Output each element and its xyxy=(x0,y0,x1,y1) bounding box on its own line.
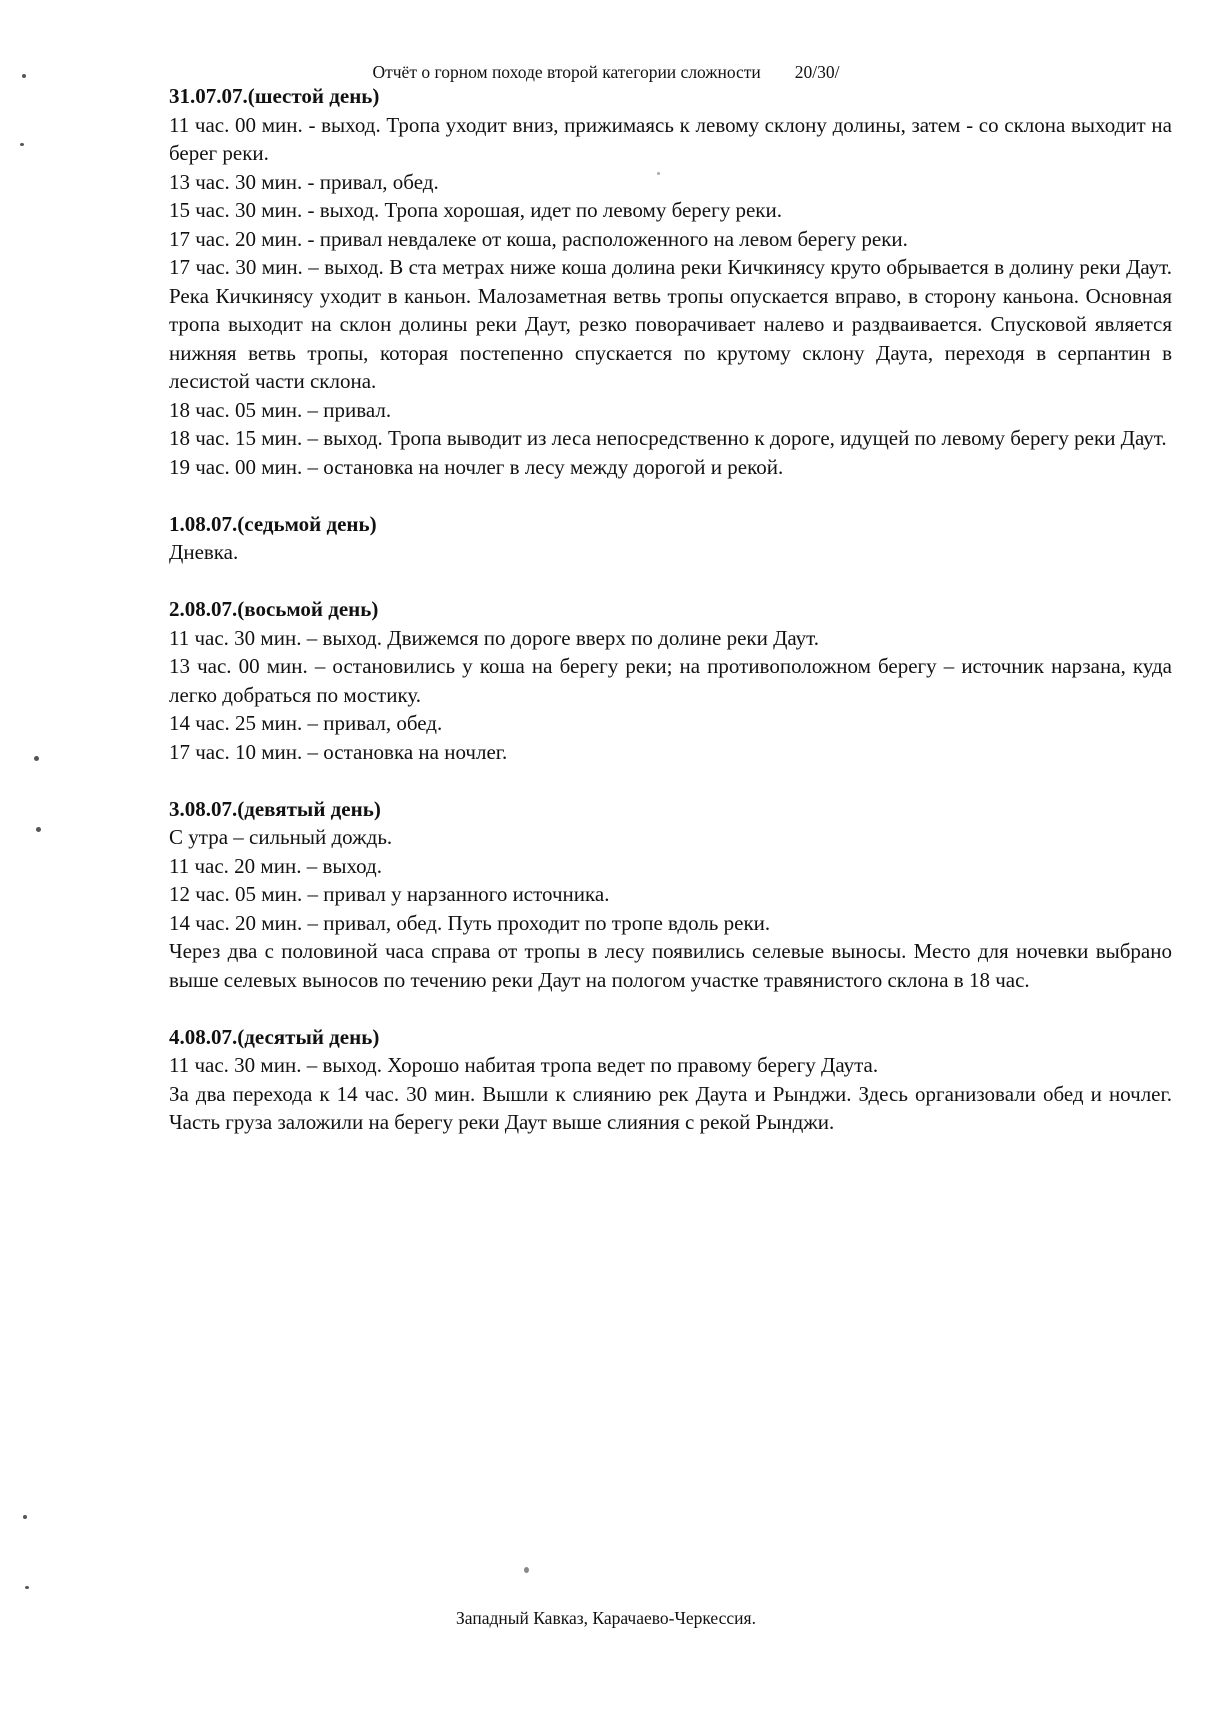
log-entry: 17 час. 10 мин. – остановка на ночлег. xyxy=(169,739,508,764)
log-entry: 11 час. 30 мин. – выход. Хорошо набитая тропа ведет по правому берегу Даута. xyxy=(169,1053,879,1077)
log-entry: 17 час. 20 мин. - привал невдалеке от коша, расположенного на левом берегу реки. xyxy=(169,226,908,251)
log-entry: За два перехода к 14 час. 30 мин. Вышли к слиянию рек Даута и Рынджи. Здесь организовали обед и ночлег. Часть груза заложили на берегу реки Даут выше слияния с рекой Рынджи. xyxy=(169,1081,1172,1134)
log-entry: 11 час. 30 мин. – выход. Движемся по дороге вверх по долине реки Даут. xyxy=(169,625,820,650)
report-body xyxy=(169,82,1172,1165)
log-entry: 11 час. 00 мин. - выход. Тропа уходит вниз, прижимаясь к левому склону долины, затем - со склона выходит на берег реки. xyxy=(169,112,1172,165)
scan-speck xyxy=(25,1586,29,1589)
log-entry: Через два с половиной часа справа от тропы в лесу появились селевые выносы. Место для ночевки выбрано выше селевых выносов по течению реки Даут на пологом участке травянистого склона в 18 час. xyxy=(169,939,1172,992)
day-section xyxy=(169,510,1172,567)
day-heading: 31.07.07.(шестой день) xyxy=(169,84,380,108)
scan-speck xyxy=(22,74,26,78)
log-entry: 18 час. 15 мин. – выход. Тропа выводит из леса непосредственно к дороге, идущей по левому берегу реки Даут. xyxy=(169,426,1167,450)
scan-speck xyxy=(20,143,24,146)
log-entry: 13 час. 30 мин. - привал, обед. xyxy=(169,169,439,194)
scan-speck xyxy=(657,172,660,175)
day-heading: 1.08.07.(седьмой день) xyxy=(169,511,377,536)
scan-speck xyxy=(23,1515,27,1519)
day-section xyxy=(169,795,1172,995)
report-title: Отчёт о горном походе второй категории сложности xyxy=(372,62,761,82)
scan-speck xyxy=(36,827,41,832)
day-heading: 3.08.07.(девятый день) xyxy=(169,796,381,821)
log-entry: 11 час. 20 мин. – выход. xyxy=(169,853,382,878)
log-entry: 14 час. 20 мин. – привал, обед. Путь проходит по тропе вдоль реки. xyxy=(169,910,771,935)
log-entry: 18 час. 05 мин. – привал. xyxy=(169,397,392,422)
day-section xyxy=(169,1023,1172,1137)
log-entry: 13 час. 00 мин. – остановились у коша на берегу реки; на противоположном берегу – источник нарзана, куда легко добраться по мостику. xyxy=(169,654,1172,707)
log-entry: 14 час. 25 мин. – привал, обед. xyxy=(169,711,443,735)
log-entry: 19 час. 00 мин. – остановка на ночлег в лесу между дорогой и рекой. xyxy=(169,454,784,479)
page-number: 20/30/ xyxy=(794,62,840,82)
day-heading: 2.08.07.(восьмой день) xyxy=(169,597,379,621)
page-footer: Западный Кавказ, Карачаево-Черкессия. xyxy=(456,1608,756,1628)
log-entry: 12 час. 05 мин. – привал у нарзанного источника. xyxy=(169,882,610,906)
log-entry: Дневка. xyxy=(169,540,239,564)
day-section xyxy=(169,595,1172,766)
scan-speck xyxy=(34,756,39,761)
page-header xyxy=(0,60,1212,84)
scan-speck xyxy=(524,1567,529,1573)
day-section xyxy=(169,82,1172,481)
day-heading: 4.08.07.(десятый день) xyxy=(169,1024,380,1049)
log-entry: С утра – сильный дождь. xyxy=(169,825,393,849)
log-entry: 15 час. 30 мин. - выход. Тропа хорошая, идет по левому берегу реки. xyxy=(169,198,782,222)
log-entry: 17 час. 30 мин. – выход. В ста метрах ниже коша долина реки Кичкинясу круто обрывается в долину реки Даут. Река Кичкинясу уходит в каньон. Малозаметная ветвь тропы опускается вправо, в сторону каньона. Основная тропа выходит на склон долины реки Даут, резко поворачивает налево и раздваивается. Спусковой является нижняя ветвь тропы, которая постепенно спускается по крутому склону Даута, переходя в серпантин в лесистой части склона. xyxy=(169,255,1172,393)
